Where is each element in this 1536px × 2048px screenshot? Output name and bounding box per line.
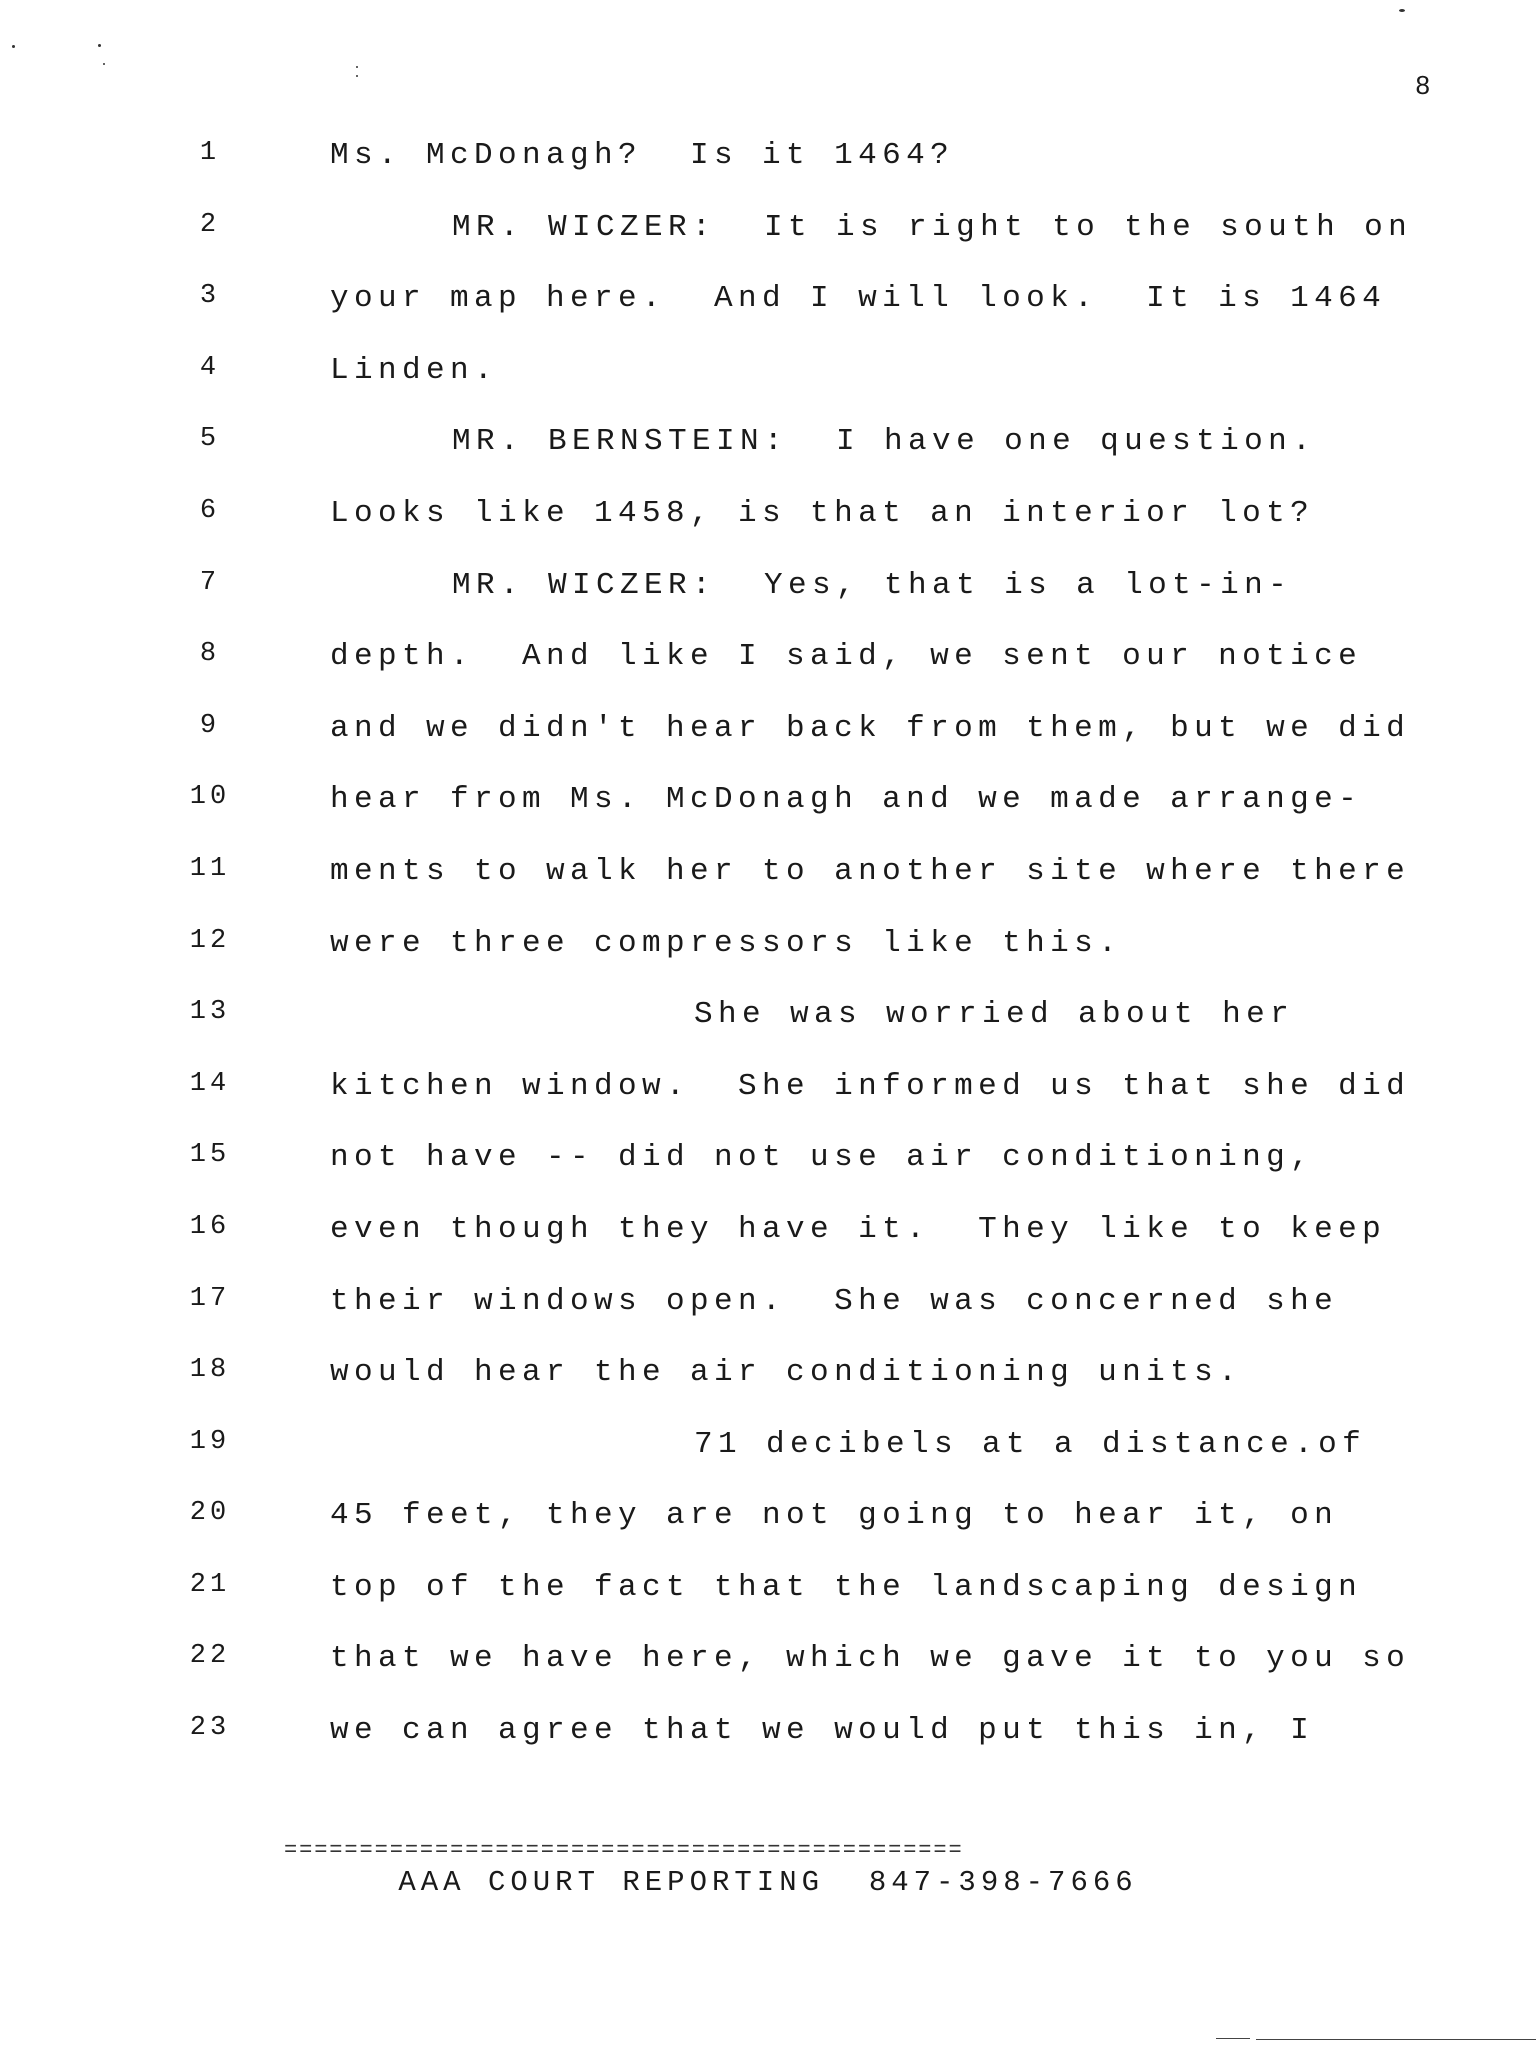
line-text: we can agree that we would put this in, I: [330, 1713, 1315, 1749]
line-text: your map here. And I will look. It is 1464: [330, 281, 1387, 317]
line-number: 22: [189, 1641, 231, 1672]
line-number: 8: [199, 639, 221, 670]
line-number: 20: [189, 1498, 231, 1529]
line-text: would hear the air conditioning units.: [330, 1355, 1243, 1391]
line-number: 15: [189, 1140, 231, 1171]
footer-phone: 847-398-7666: [868, 1866, 1138, 1899]
transcript-line: [0, 926, 1536, 998]
transcript-line: [0, 1713, 1536, 1785]
transcript-line: [0, 1140, 1536, 1212]
line-text: their windows open. She was concerned she: [330, 1283, 1339, 1319]
line-number: 12: [189, 925, 231, 956]
transcript-line: [0, 1355, 1536, 1427]
scan-speck: [356, 75, 358, 77]
line-text: top of the fact that the landscaping design: [330, 1569, 1363, 1605]
line-text: that we have here, which we gave it to you so: [330, 1641, 1411, 1677]
footer: [0, 1866, 1536, 1899]
line-text: and we didn't hear back from them, but we did: [330, 710, 1411, 746]
scan-mark: [1256, 2039, 1536, 2040]
line-number: 23: [189, 1713, 231, 1744]
transcript-line: [0, 854, 1536, 926]
line-number: 11: [189, 853, 231, 884]
line-text: MR. BERNSTEIN: I have one question.: [452, 424, 1317, 460]
line-number: 14: [189, 1068, 231, 1099]
scan-speck: [103, 63, 105, 65]
line-text: not have -- did not use air conditioning,: [330, 1140, 1315, 1176]
scan-speck: [98, 44, 101, 47]
transcript-line: [0, 1069, 1536, 1141]
scan-speck: [12, 45, 15, 48]
transcript-line: [0, 639, 1536, 711]
line-text: Linden.: [330, 352, 499, 388]
line-text: 71 decibels at a distance.of: [694, 1426, 1367, 1462]
scan-mark: [1216, 2038, 1250, 2039]
line-text: 45 feet, they are not going to hear it, on: [330, 1498, 1339, 1534]
line-number: 5: [199, 424, 221, 455]
transcript-line: [0, 1212, 1536, 1284]
footer-rule: =============================================: [284, 1838, 964, 1863]
footer-company: AAA COURT REPORTING: [398, 1866, 824, 1899]
line-number: 13: [189, 997, 231, 1028]
line-text: were three compressors like this.: [330, 925, 1123, 961]
transcript-line: [0, 1427, 1536, 1499]
line-number: 1: [199, 138, 221, 168]
line-text: MR. WICZER: Yes, that is a lot-in-: [452, 567, 1293, 603]
line-number: 3: [199, 281, 221, 312]
transcript-line: [0, 997, 1536, 1069]
scan-speck: [1399, 9, 1405, 12]
line-number: 18: [189, 1355, 231, 1386]
transcript-line: [0, 424, 1536, 496]
line-number: 2: [199, 209, 221, 240]
line-number: 17: [189, 1283, 231, 1314]
line-text: ments to walk her to another site where there: [330, 853, 1411, 889]
line-number: 4: [199, 352, 221, 383]
line-number: 16: [189, 1211, 231, 1242]
line-number: 6: [199, 495, 221, 526]
line-text: depth. And like I said, we sent our notice: [330, 639, 1363, 675]
page-number: 8: [1415, 70, 1430, 100]
transcript-line: [0, 568, 1536, 640]
transcript-line: [0, 353, 1536, 425]
transcript-line: [0, 138, 1536, 210]
line-number: 19: [189, 1426, 231, 1457]
transcript-line: [0, 281, 1536, 353]
line-number: 7: [199, 567, 221, 598]
line-text: hear from Ms. McDonagh and we made arrange-: [330, 782, 1363, 818]
line-text: kitchen window. She informed us that she did: [330, 1068, 1411, 1104]
line-text: MR. WICZER: It is right to the south on: [452, 209, 1413, 245]
line-text: She was worried about her: [694, 997, 1295, 1033]
line-text: Looks like 1458, is that an interior lot?: [330, 495, 1315, 531]
transcript-line: [0, 1498, 1536, 1570]
scan-speck: [356, 66, 358, 68]
transcript-line: [0, 496, 1536, 568]
transcript-line: [0, 711, 1536, 783]
line-text: Ms. McDonagh? Is it 1464?: [330, 138, 955, 173]
transcript-body: [0, 138, 1536, 1785]
transcript-line: [0, 1641, 1536, 1713]
transcript-line: [0, 1570, 1536, 1642]
line-text: even though they have it. They like to keep: [330, 1211, 1387, 1247]
line-number: 9: [199, 710, 221, 741]
transcript-line: [0, 1284, 1536, 1356]
transcript-line: [0, 782, 1536, 854]
transcript-line: [0, 210, 1536, 282]
line-number: 21: [189, 1569, 231, 1600]
line-number: 10: [189, 782, 231, 813]
